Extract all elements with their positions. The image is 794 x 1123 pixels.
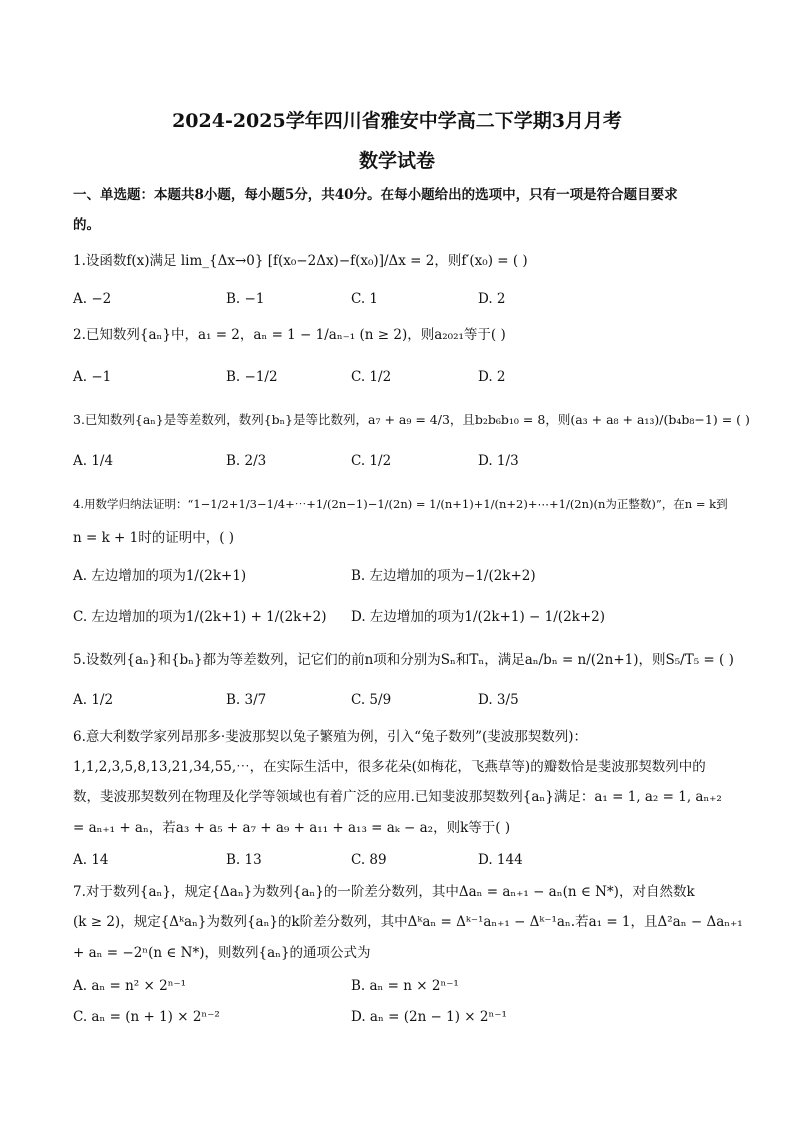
question-6-stem-line3: 数，斐波那契数列在物理及化学等领域也有着广泛的应用.已知斐波那契数列{aₙ}满足：a₁ = 1, a₂ = 1, aₙ₊₂ [73, 789, 722, 805]
question-2-stem: 2.已知数列{aₙ}中，a₁ = 2，aₙ = 1 − 1/aₙ₋₁ (n ≥ 2)，则a₂₀₂₁等于( ) [73, 327, 506, 343]
exam-title: 2024-2025学年四川省雅安中学高二下学期3月月考 [172, 110, 622, 132]
question-7-option-d: D. aₙ = (2n − 1) × 2ⁿ⁻¹ [351, 1009, 507, 1025]
question-6-stem-line4: = aₙ₊₁ + aₙ，若a₃ + a₅ + a₇ + a₉ + a₁₁ + a₁₃ = aₖ − a₂，则k等于( ) [73, 820, 511, 836]
question-1-stem: 1.设函数f(x)满足 lim_{Δx→0} [f(x₀−2Δx)−f(x₀)]/Δx = 2，则f′(x₀) = ( ) [73, 253, 528, 269]
question-2-option-c: C. 1/2 [351, 369, 392, 385]
section-instruction-line2: 的。 [73, 217, 100, 233]
question-5-stem: 5.设数列{aₙ}和{bₙ}都为等差数列，记它们的前n项和分别为Sₙ和Tₙ，满足aₙ/bₙ = n/(2n+1)，则S₅/T₅ = ( ) [73, 652, 734, 668]
question-3-option-b: B. 2/3 [226, 453, 267, 469]
question-7-option-a: A. aₙ = n² × 2ⁿ⁻¹ [73, 978, 187, 994]
section-instruction-line1: 一、单选题：本题共8小题，每小题5分，共40分。在每小题给出的选项中，只有一项是符合题目要求 [73, 187, 678, 203]
question-3-option-d: D. 1/3 [478, 453, 519, 469]
question-2-option-a: A. −1 [73, 369, 112, 385]
question-4-stem-line1: 4.用数学归纳法证明：“1−1/2+1/3−1/4+⋯+1/(2n−1)−1/(2n) = 1/(n+1)+1/(n+2)+⋯+1/(2n)(n为正整数)”，在n = k到 [73, 497, 728, 511]
question-6-option-d: D. 144 [478, 852, 523, 868]
question-1-option-c: C. 1 [351, 291, 379, 307]
question-7-option-b: B. aₙ = n × 2ⁿ⁻¹ [351, 978, 459, 994]
question-6-option-a: A. 14 [73, 852, 109, 868]
question-1-option-d: D. 2 [478, 291, 506, 307]
question-3-option-a: A. 1/4 [73, 453, 114, 469]
question-5-option-c: C. 5/9 [351, 692, 392, 708]
question-4-option-d: D. 左边增加的项为1/(2k+1) − 1/(2k+2) [351, 609, 606, 625]
question-5-option-a: A. 1/2 [73, 692, 114, 708]
question-4-stem-line2: n = k + 1时的证明中，( ) [73, 530, 235, 546]
question-6-stem-line1: 6.意大利数学家列昂那多·斐波那契以兔子繁殖为例，引入“兔子数列”(斐波那契数列)： [73, 729, 588, 745]
question-7-stem-line3: + aₙ = −2ⁿ(n ∈ N*)，则数列{aₙ}的通项公式为 [73, 945, 371, 961]
question-4-option-b: B. 左边增加的项为−1/(2k+2) [351, 568, 536, 584]
question-1-option-a: A. −2 [73, 291, 112, 307]
question-6-option-c: C. 89 [351, 852, 387, 868]
question-4-option-c: C. 左边增加的项为1/(2k+1) + 1/(2k+2) [73, 609, 327, 625]
question-5-option-d: D. 3/5 [478, 692, 519, 708]
question-3-stem: 3.已知数列{aₙ}是等差数列，数列{bₙ}是等比数列，a₇ + a₉ = 4/3，且b₂b₆b₁₀ = 8，则(a₃ + a₈ + a₁₃)/(b₄b₈−1) = ( ) [73, 412, 750, 427]
question-2-option-b: B. −1/2 [226, 369, 278, 385]
question-4-option-a: A. 左边增加的项为1/(2k+1) [73, 568, 247, 584]
question-6-stem-line2: 1,1,2,3,5,8,13,21,34,55,⋯，在实际生活中，很多花朵(如梅花，飞燕草等)的瓣数恰是斐波那契数列中的 [73, 759, 706, 775]
question-2-option-d: D. 2 [478, 369, 506, 385]
question-6-option-b: B. 13 [226, 852, 262, 868]
exam-subtitle: 数学试卷 [358, 150, 435, 172]
question-7-option-c: C. aₙ = (n + 1) × 2ⁿ⁻² [73, 1009, 220, 1025]
question-7-stem-line1: 7.对于数列{aₙ}，规定{Δaₙ}为数列{aₙ}的一阶差分数列，其中Δaₙ = aₙ₊₁ − aₙ(n ∈ N*)，对自然数k [73, 884, 695, 900]
question-1-option-b: B. −1 [226, 291, 265, 307]
question-7-stem-line2: (k ≥ 2)，规定{Δᵏaₙ}为数列{aₙ}的k阶差分数列，其中Δᵏaₙ = Δᵏ⁻¹aₙ₊₁ − Δᵏ⁻¹aₙ.若a₁ = 1，且Δ²aₙ − Δaₙ₊₁ [73, 914, 743, 930]
question-3-option-c: C. 1/2 [351, 453, 392, 469]
question-5-option-b: B. 3/7 [226, 692, 267, 708]
